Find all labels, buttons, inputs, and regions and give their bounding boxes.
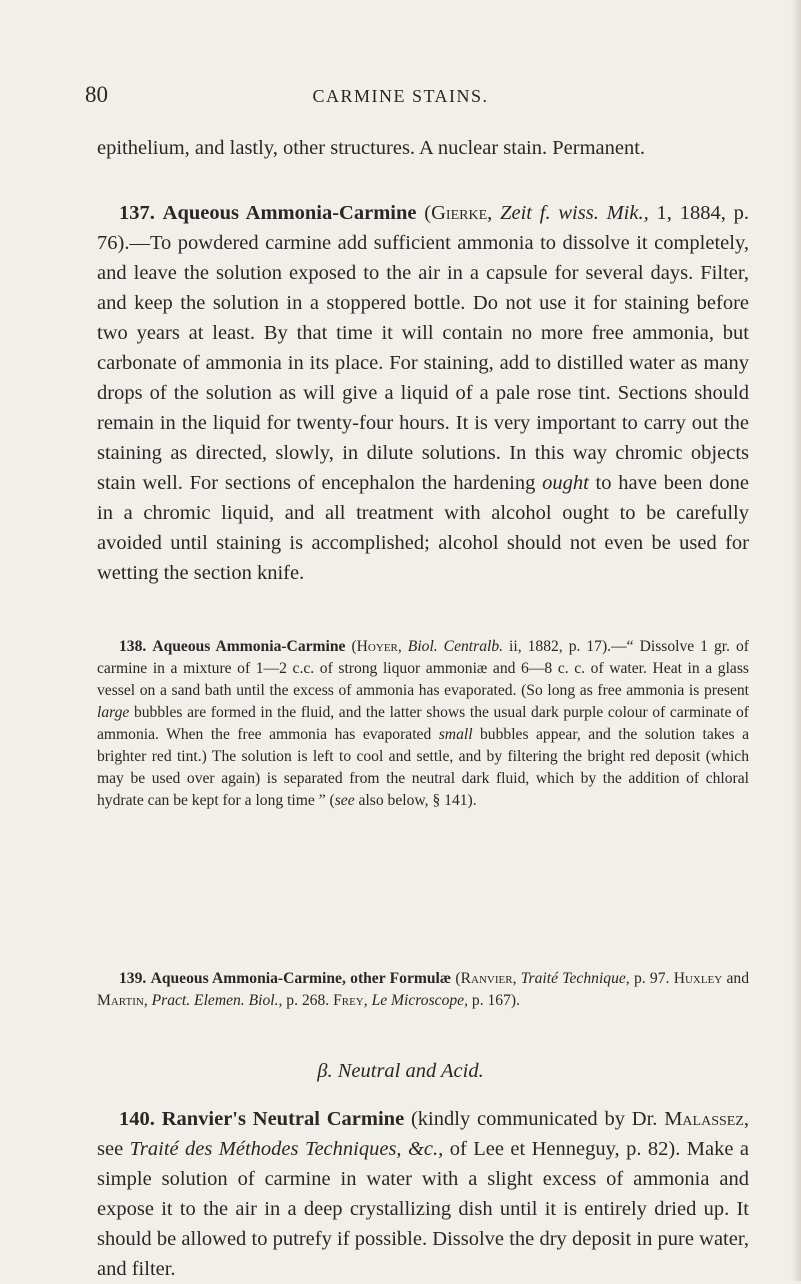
- entry-137-journal: Zeit f. wiss. Mik.,: [500, 202, 649, 224]
- entry-140-text: Make a simple solution of carmine in water with a slight excess of ammonia and expose it to the air in a deep crystallizing dish until it is entirely dried up. It should be allowed to putrefy if possible. Dissolve the dry deposit in pure water, and filter.: [97, 1138, 750, 1280]
- entry-138-ref-sep: ,: [397, 638, 408, 655]
- entry-138: [97, 636, 749, 812]
- entry-137-text-b: to have been done in a chromic liquid, and all treatment with alcohol ought to be carefully avoided until staining is accomplished; alcohol should not even be used for wetting the section knife.: [97, 472, 749, 584]
- entry-139-and: and: [722, 970, 750, 987]
- entry-140-ref-a: (kindly communicated by Dr.: [404, 1108, 665, 1130]
- entry-137: [97, 198, 749, 588]
- entry-138-author: Hoyer: [356, 638, 398, 655]
- entry-137-ref-rest: 1, 1884, p. 76).: [97, 202, 749, 254]
- entry-139-number: 139.: [119, 970, 147, 987]
- entry-137-text-a: —To powdered carmine add sufficient ammonia to dissolve it completely, and leave the solution exposed to the air in a capsule for several days. Filter, and keep the solution in a stoppered bottle. Do not use it for staining before two years at least. By that time it will contain no more free ammonia, but carbonate of ammonia in its place. For staining, add to distilled water as many drops of the solution as will give a liquid of a pale rose tint. Sections should remain in the liquid for twenty-four hours. It is very important to carry out the staining as directed, slowly, in dilute solutions. In this way chromic objects stain well. For sections of encephalon the hardening: [97, 232, 749, 494]
- entry-139-author-3: Martin: [97, 992, 144, 1009]
- entry-137-number: 137.: [119, 202, 155, 224]
- page-edge-shadow: [791, 0, 801, 1281]
- entry-139-author-2: Huxley: [673, 970, 723, 987]
- entry-137-title: Aqueous Ammonia-Carmine: [162, 202, 417, 224]
- entry-139-work-3: Le Microscope,: [371, 992, 468, 1009]
- intro-text: epithelium, and lastly, other structures. A nuclear stain. Permanent.: [97, 137, 646, 159]
- entry-138-text-a: —“ Dissolve 1 gr. of carmine in a mixture of 1—2 c.c. of strong liquor ammoniæ and 6—8 c. c. of water. Heat in a glass vessel on a sand bath until the excess of ammonia has evaporated. (So long as free ammonia is present: [97, 638, 749, 699]
- entry-138-text-b: bubbles are formed in the fluid, and the latter shows the usual dark purple colour of carminate of ammonia. When the free ammonia has evaporated: [97, 704, 749, 743]
- entry-139-title: Aqueous Ammonia-Carmine, other Formulæ: [150, 970, 452, 987]
- section-heading: β. Neutral and Acid.: [317, 1060, 484, 1082]
- entry-139-sep-1: ,: [512, 970, 521, 987]
- entry-138-text-d: also below, § 141).: [354, 792, 477, 809]
- entry-139-rest-1: p. 97.: [629, 970, 674, 987]
- entry-138-ref-rest: ii, 1882, p. 17).: [503, 638, 612, 655]
- entry-139-sep-2: ,: [143, 992, 152, 1009]
- entry-138-number: 138.: [119, 638, 147, 655]
- entry-139-rest-2: p. 268.: [282, 992, 334, 1009]
- entry-138-title: Aqueous Ammonia-Carmine: [152, 638, 346, 655]
- entry-140-number: 140.: [119, 1108, 155, 1130]
- running-head: CARMINE STAINS.: [312, 86, 489, 106]
- page-header: [0, 82, 801, 112]
- entry-140-author: Malassez: [664, 1108, 744, 1130]
- entry-139-work-1: Traité Technique,: [520, 970, 630, 987]
- entry-137-ref-open: (: [424, 202, 432, 224]
- entry-139-sep-3: ,: [363, 992, 372, 1009]
- entry-139: [97, 968, 749, 1012]
- intro-paragraph: [97, 133, 749, 163]
- entry-138-journal: Biol. Centralb.: [407, 638, 504, 655]
- entry-137-ref-sep: ,: [487, 202, 501, 224]
- entry-137-em-ought: ought: [542, 472, 589, 494]
- entry-139-rest-3: p. 167).: [468, 992, 520, 1009]
- entry-140-title: Ranvier's Neutral Carmine: [161, 1108, 405, 1130]
- entry-140: [97, 1104, 749, 1284]
- entry-139-work-2: Pract. Elemen. Biol.,: [151, 992, 283, 1009]
- entry-138-text-c: bubbles appear, and the solution takes a brighter red tint.) The solution is left to cool and settle, and by filtering the bright red deposit (which may be used over again) is separated from the neutral dark fluid, which by the addition of chloral hydrate can be kept for a long time ” (: [97, 726, 749, 809]
- entry-140-ref-c: of Lee et Henneguy, p. 82).: [443, 1138, 681, 1160]
- entry-139-author-4: Frey: [333, 992, 364, 1009]
- entry-137-author: Gierke: [431, 202, 488, 224]
- entry-138-em-large: large: [97, 704, 130, 721]
- entry-140-work: Traité des Méthodes Techniques, &c.,: [129, 1138, 444, 1160]
- entry-138-em-small: small: [438, 726, 473, 743]
- page-number: 80: [85, 82, 108, 107]
- entry-139-author-1: Ranvier: [460, 970, 513, 987]
- entry-140-ref-b: , see: [97, 1108, 750, 1160]
- entry-138-ref-open: (: [351, 638, 357, 655]
- entry-138-em-see: see: [334, 792, 355, 809]
- entry-139-ref-open: (: [451, 970, 461, 987]
